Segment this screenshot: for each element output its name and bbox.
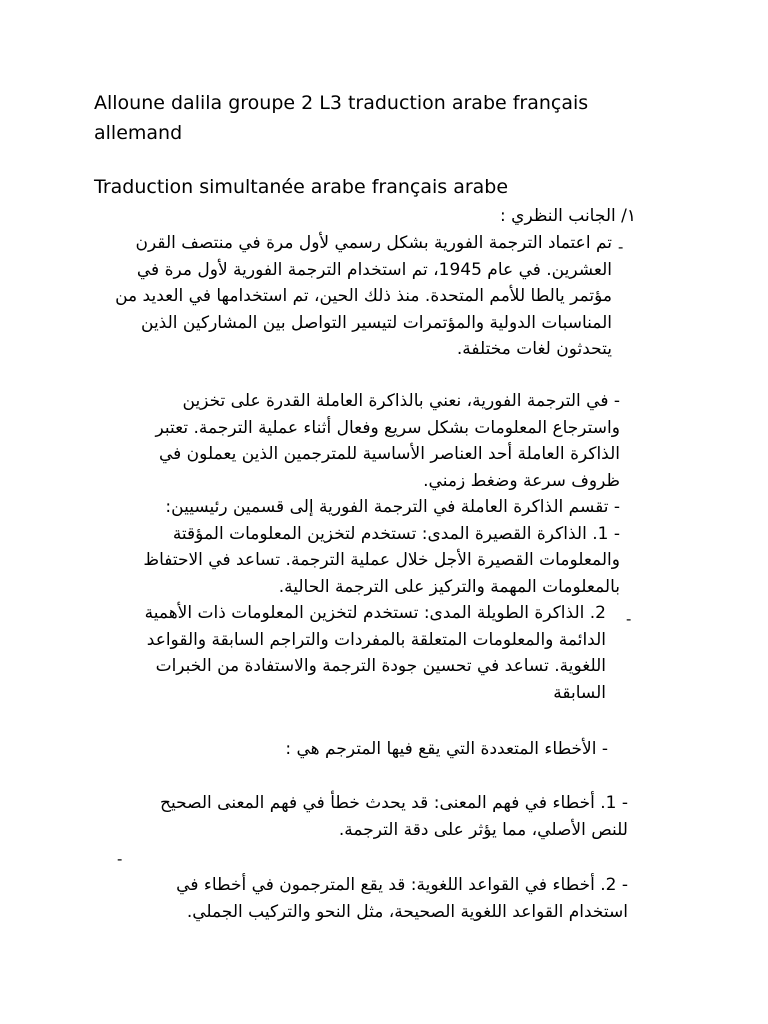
author-heading: [94, 88, 694, 148]
bullet-marker: -: [626, 611, 632, 628]
paragraph-error-meaning: - 1. أخطاء في فهم المعنى: قد يحدث خطأ في فهم المعنى الصحيح للنص الأصلي، مما يؤثر على دقة الترجمة.: [160, 793, 628, 840]
paragraph-working-memory: - في الترجمة الفورية، نعني بالذاكرة العاملة القدرة على تخزين واسترجاع المعلومات بشكل سريع وفعال أثناء عملية الترجمة. تعتبر الذاكرة العاملة أحد العناصر الأساسية للمترجمين الذين يعملون في ظروف سرعة وضغط زمني.: [155, 391, 620, 491]
section-title: ١/ الجانب النظري :: [500, 206, 636, 226]
bullet-marker: -: [117, 851, 123, 868]
paragraph-long-term-memory: 2. الذاكرة الطويلة المدى: تستخدم لتخزين المعلومات ذات الأهمية الدائمة والمعلومات المتعلقة بالمفردات والتراجم السابقة والقواعد اللغوية. تساعد في تحسين جودة الترجمة والاستفادة من الخبرات السابقة: [144, 603, 606, 703]
author-line: Alloune dalila groupe 2 L3 traduction arabe français: [94, 92, 589, 114]
paragraph-memory-types: - تقسم الذاكرة العاملة في الترجمة الفورية إلى قسمين رئيسيين: - 1. الذاكرة القصيرة المدى: تستخدم لتخزين المعلومات المؤقتة والمعلومات القصيرة الأجل خلال عملية الترجمة. تساعد في الاحتفاظ بالمعلومات المهمة والتركيز على الترجمة الحالية.: [143, 497, 620, 597]
bullet-marker: -: [618, 239, 624, 256]
paragraph-errors-intro: - الأخطاء المتعددة التي يقع فيها المترجم هي :: [285, 739, 608, 759]
course-subtitle: Traduction simultanée arabe français arabe: [94, 176, 509, 198]
author-line-continued: allemand: [94, 122, 183, 144]
paragraph-error-grammar: - 2. أخطاء في القواعد اللغوية: قد يقع المترجمون في أخطاء في استخدام القواعد اللغوية الصحيحة، مثل النحو والتركيب الجملي.: [176, 875, 628, 922]
paragraph-history: تم اعتماد الترجمة الفورية بشكل رسمي لأول مرة في منتصف القرن العشرين. في عام 1945، تم استخدام الترجمة الفورية لأول مرة في مؤتمر يالطا للأمم المتحدة. منذ ذلك الحين، تم استخدامها في العديد من المناسبات الدولية والمؤتمرات لتيسير التواصل بين المشاركين الذين يتحدثون لغات مختلفة.: [115, 233, 612, 359]
